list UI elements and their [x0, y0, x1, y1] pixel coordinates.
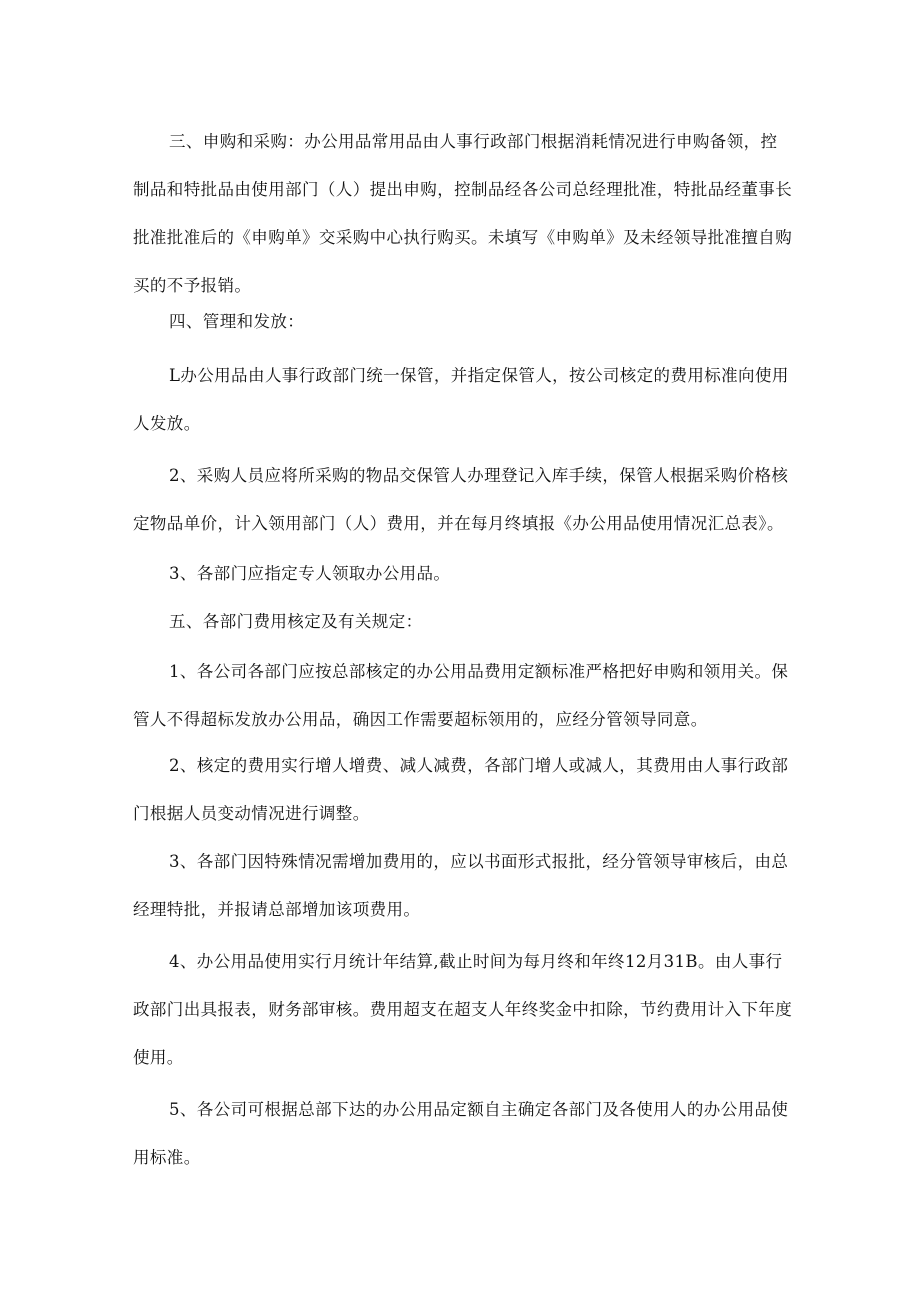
text-line: 门根据人员变动情况进行调整。: [133, 804, 370, 823]
paragraph-management-3: [133, 550, 813, 598]
paragraph-fees-3: [133, 838, 813, 934]
text-line: 管人不得超标发放办公用品，确因工作需要超标领用的，应经分管领导同意。: [133, 710, 708, 729]
text-line: 5、各公司可根据总部下达的办公用品定额自主确定各部门及各使用人的办公用品使: [169, 1100, 789, 1119]
text-line: 3、各部门因特殊情况需增加费用的，应以书面形式报批，经分管领导审核后，由总: [169, 852, 789, 871]
paragraph-fees-2: [133, 742, 813, 838]
text-line: 4、办公用品使用实行月统计年结算,截止时间为每月终和年终12月31B。由人事行: [169, 952, 783, 971]
text-line: 用标准。: [133, 1148, 201, 1167]
text-line: 使用。: [133, 1048, 184, 1067]
text-line: 2、采购人员应将所采购的物品交保管人办理登记入库手续，保管人根据采购价格核: [169, 466, 789, 485]
text-line: 定物品单价，计入领用部门（人）费用，并在每月终填报《办公用品使用情况汇总表》。: [133, 514, 784, 533]
heading-department-fees: [133, 598, 813, 646]
paragraph-fees-1: [133, 648, 813, 744]
text-line: 人发放。: [133, 414, 201, 433]
text-line: 政部门出具报表，财务部审核。费用超支在超支人年终奖金中扣除，节约费用计入下年度: [133, 1000, 793, 1019]
text-line: 批准批准后的《申购单》交采购中心执行购买。未填写《申购单》及未经领导批准擅自购: [133, 228, 793, 247]
heading-management: [133, 298, 813, 346]
text-line: 2、核定的费用实行增人增费、减人减费，各部门增人或减人，其费用由人事行政部: [169, 756, 789, 775]
paragraph-management-1: [133, 352, 813, 448]
text-line: L办公用品由人事行政部门统一保管，并指定保管人，按公司核定的费用标准向使用: [169, 366, 789, 385]
text-line: 1、各公司各部门应按总部核定的办公用品费用定额标准严格把好申购和领用关。保: [169, 662, 789, 681]
text-line: 买的不予报销。: [133, 276, 252, 295]
paragraph-fees-5: [133, 1086, 813, 1182]
text-line: 三、申购和采购：办公用品常用品由人事行政部门根据消耗情况进行申购备领，控: [169, 132, 778, 151]
text-line: 3、各部门应指定专人领取办公用品。: [169, 564, 451, 583]
paragraph-management-2: [133, 452, 813, 548]
paragraph-fees-4: [133, 938, 813, 1082]
text-line: 五、各部门费用核定及有关规定：: [169, 612, 423, 631]
text-line: 四、管理和发放：: [169, 312, 305, 331]
text-line: 经理特批，并报请总部增加该项费用。: [133, 900, 421, 919]
text-line: 制品和特批品由使用部门（人）提出申购，控制品经各公司总经理批准，特批品经董事长: [133, 180, 793, 199]
paragraph-purchase: [133, 118, 813, 310]
